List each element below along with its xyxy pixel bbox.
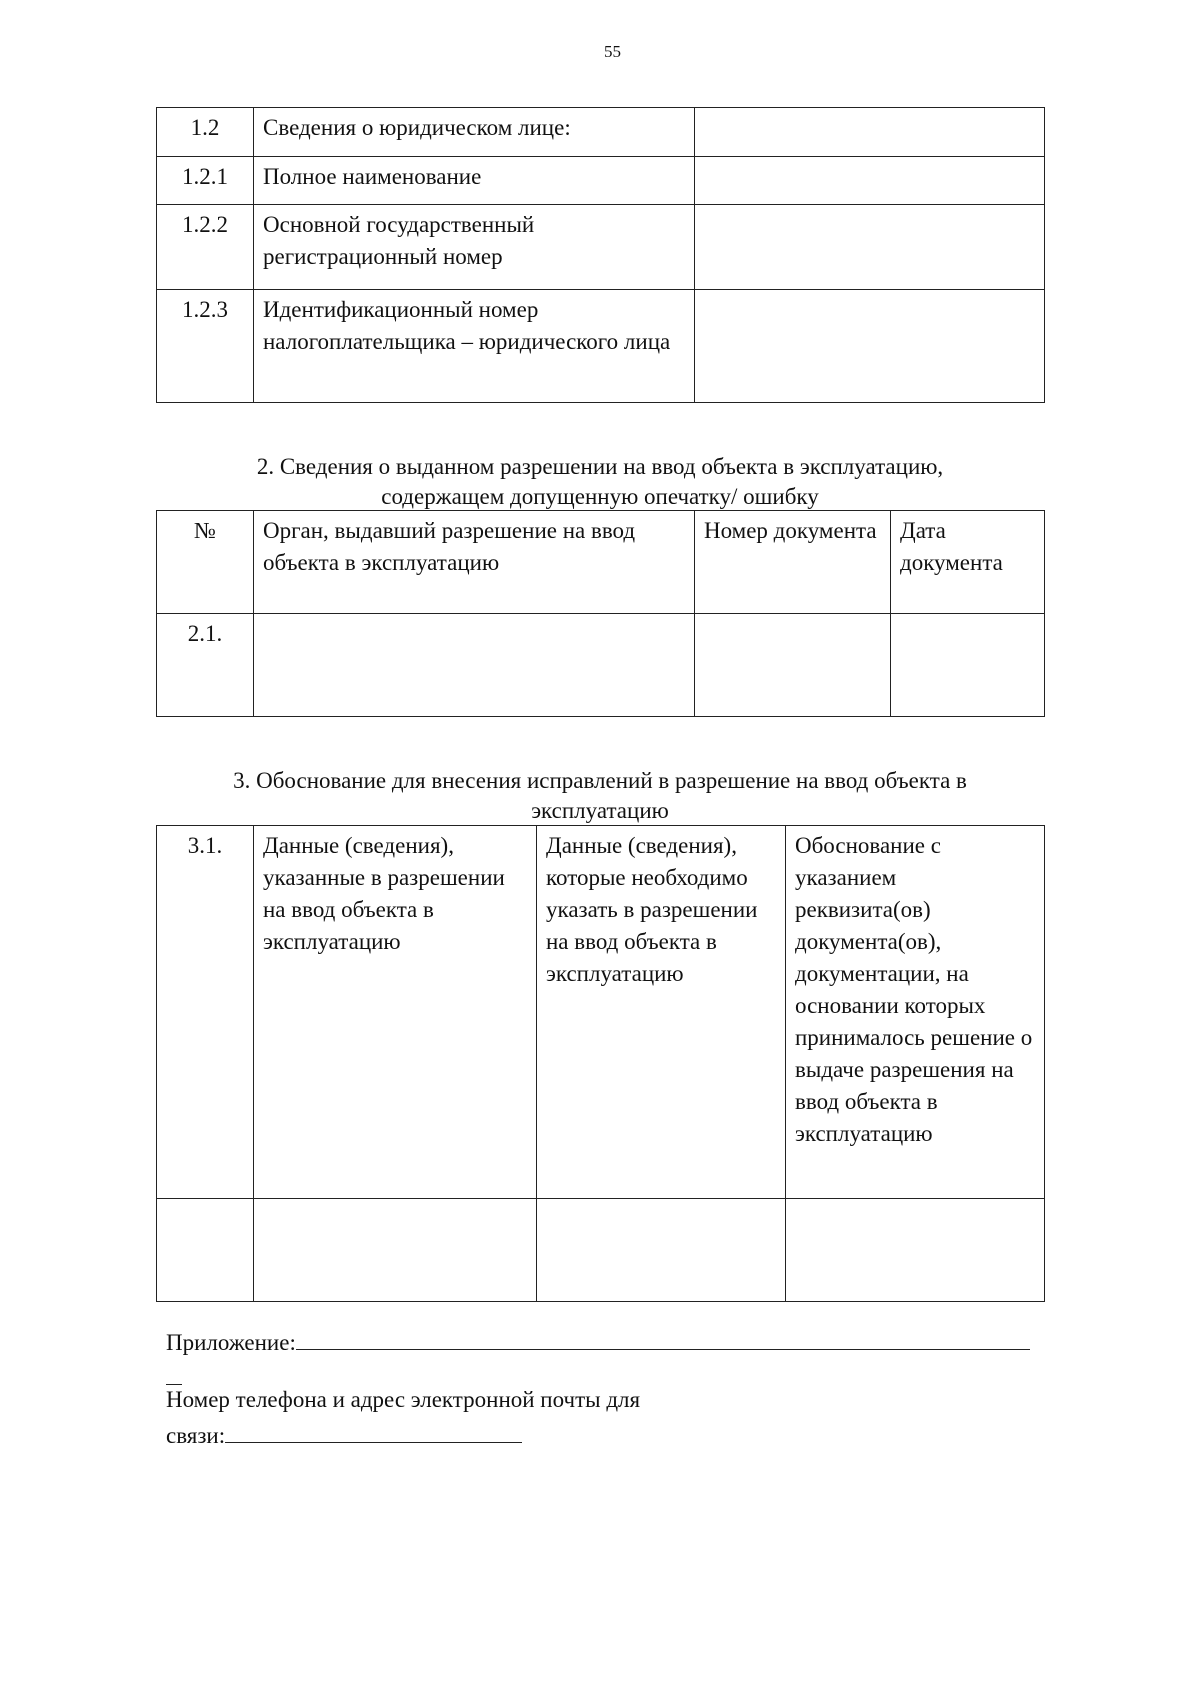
contact-label: связи: [166,1423,226,1448]
row-number: 2.1. [157,614,254,717]
column-header-doc-number: Номер документа [695,511,891,614]
attachment-underline-continuation [166,1384,182,1385]
table-row [157,205,1045,290]
row-value-field[interactable] [695,205,1045,290]
table-row [157,157,1045,205]
legal-entity-table [156,107,1045,403]
current-data-field[interactable] [254,1199,537,1302]
section-3-heading-line: 3. Обоснование для внесения исправлений в разрешение на ввод объекта в [233,768,967,793]
column-header-organ: Орган, выдавший разрешение на ввод объекта в эксплуатацию [254,511,695,614]
doc-date-field[interactable] [891,614,1045,717]
section-2-heading-line: 2. Сведения о выданном разрешении на ввод объекта в эксплуатацию, [256,454,944,479]
contact-line-1: Номер телефона и адрес электронной почты для [166,1387,641,1412]
section-2-heading [156,452,1044,512]
row-number: 3.1. [157,826,254,1199]
page-number: 55 [604,42,621,61]
attachment-label: Приложение: [166,1330,296,1355]
row-value-field[interactable] [695,157,1045,205]
attachment-field[interactable] [296,1325,1030,1350]
row-label: Сведения о юридическом лице: [254,108,695,157]
row-number: 1.2.2 [157,205,254,290]
contact-field[interactable] [225,1418,522,1443]
attachment-line [166,1325,1056,1356]
section-3-heading-line: эксплуатацию [531,798,669,823]
table-row [157,614,1045,717]
row-number: 1.2.1 [157,157,254,205]
required-data-field[interactable] [537,1199,786,1302]
row-label: Полное наименование [254,157,695,205]
table-row [157,290,1045,403]
table-row [157,1199,1045,1302]
justification-field[interactable] [786,1199,1045,1302]
table-row [157,108,1045,157]
justification-table [156,825,1045,1302]
column-header-doc-date: Дата документа [891,511,1045,614]
row-label: Основной государственный регистрационный номер [254,205,695,290]
column-header-number: № [157,511,254,614]
table-header-row [157,511,1045,614]
row-label: Идентификационный номер налогоплательщика – юридического лица [254,290,695,403]
table-header-row [157,826,1045,1199]
row-value-field[interactable] [695,108,1045,157]
row-value-field[interactable] [695,290,1045,403]
row-number: 1.2.3 [157,290,254,403]
column-header-justification: Обоснование с указанием реквизита(ов) документа(ов), документации, на основании которых принималось решение о выдаче разрешения на ввод объекта в эксплуатацию [786,826,1045,1199]
contact-line-2 [166,1418,522,1449]
doc-number-field[interactable] [695,614,891,717]
permit-table [156,510,1045,717]
empty-cell[interactable] [157,1199,254,1302]
organ-field[interactable] [254,614,695,717]
column-header-required-data: Данные (сведения), которые необходимо указать в разрешении на ввод объекта в эксплуатацию [537,826,786,1199]
column-header-current-data: Данные (сведения), указанные в разрешении на ввод объекта в эксплуатацию [254,826,537,1199]
section-3-heading [156,766,1044,826]
row-number: 1.2 [157,108,254,157]
section-2-heading-line: содержащем допущенную опечатку/ ошибку [381,484,819,509]
